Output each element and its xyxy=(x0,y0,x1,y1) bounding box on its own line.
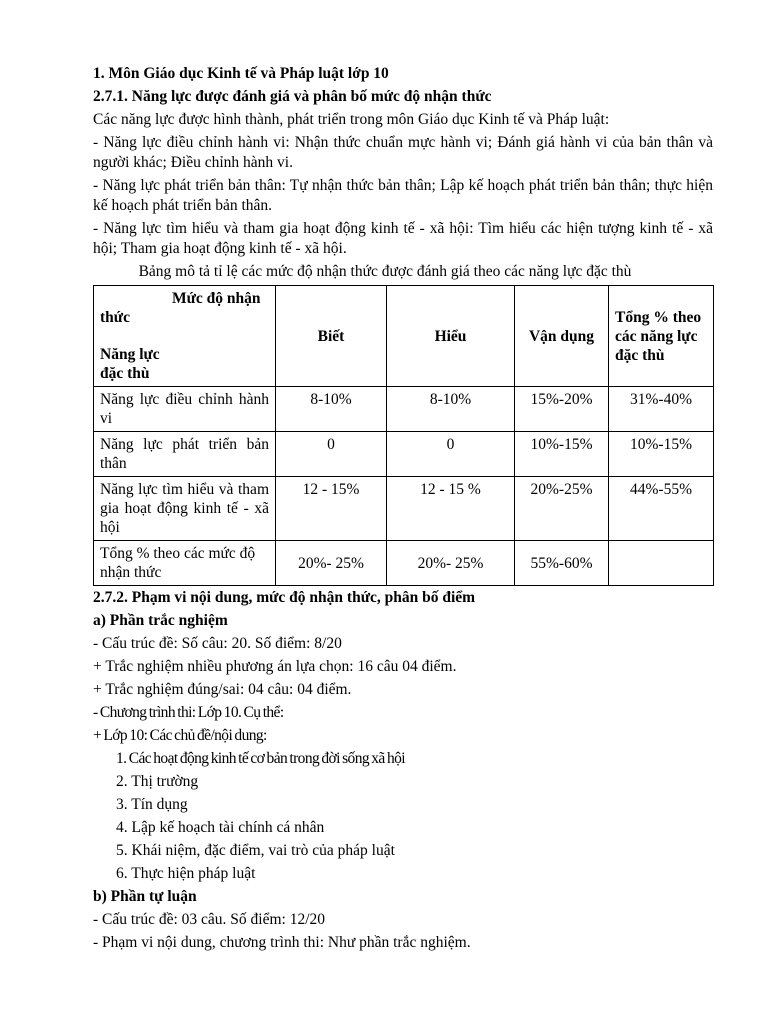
cell-biet: 12 - 15% xyxy=(276,477,387,541)
subsection-1-title: 2.7.1. Năng lực được đánh giá và phân bố mức độ nhận thức xyxy=(93,88,492,105)
topic-item: 2. Thị trường xyxy=(116,773,199,790)
competency-table xyxy=(93,285,714,586)
table-header-biet: Biết xyxy=(276,286,387,387)
part-a-line: - Cấu trúc đề: Số câu: 20. Số điểm: 8/20 xyxy=(93,635,342,652)
part-a-line: + Trắc nghiệm nhiều phương án lựa chọn: 16 câu 04 điểm. xyxy=(93,658,457,675)
document-page xyxy=(93,64,713,956)
table-row xyxy=(94,477,714,541)
row-label: Tổng % theo các mức độ nhận thức xyxy=(94,541,276,586)
table-header-van-dung: Vận dụng xyxy=(515,286,609,387)
table-header-corner xyxy=(94,286,276,387)
part-a-line: - Chương trình thi: Lớp 10. Cụ thể: xyxy=(93,704,284,721)
table-row xyxy=(94,541,714,586)
topic-item: 6. Thực hiện pháp luật xyxy=(116,865,256,882)
part-a-title: a) Phần trắc nghiệm xyxy=(93,612,228,629)
intro-text: Các năng lực được hình thành, phát triển trong môn Giáo dục Kinh tế và Pháp luật: xyxy=(93,111,610,128)
row-label: Năng lực tìm hiểu và tham gia hoạt động kinh tế - xã hội xyxy=(94,477,276,541)
part-b-line: - Phạm vi nội dung, chương trình thi: Như phần trắc nghiệm. xyxy=(93,934,471,951)
cell-tong xyxy=(609,541,714,586)
table-caption: Bảng mô tả tỉ lệ các mức độ nhận thức được đánh giá theo các năng lực đặc thù xyxy=(138,263,632,280)
cell-van-dung: 55%-60% xyxy=(515,541,609,586)
cell-van-dung: 15%-20% xyxy=(515,387,609,432)
cell-biet: 0 xyxy=(276,432,387,477)
cell-hieu: 20%- 25% xyxy=(387,541,515,586)
part-a-line: + Trắc nghiệm đúng/sai: 04 câu: 04 điểm. xyxy=(93,681,352,698)
header-corner-top: Mức độ nhận xyxy=(172,290,261,307)
topic-item: 4. Lập kế hoạch tài chính cá nhân xyxy=(116,819,325,836)
part-b-line: - Cấu trúc đề: 03 câu. Số điểm: 12/20 xyxy=(93,911,326,928)
cell-van-dung: 20%-25% xyxy=(515,477,609,541)
competency-description: - Năng lực điều chỉnh hành vi: Nhận thức chuẩn mực hành vi; Đánh giá hành vi của bản thân và người khác; Điều chỉnh hành vi. xyxy=(93,134,713,171)
cell-van-dung: 10%-15% xyxy=(515,432,609,477)
part-b-title: b) Phần tự luận xyxy=(93,888,197,905)
subsection-2-title: 2.7.2. Phạm vi nội dung, mức độ nhận thức, phân bố điểm xyxy=(93,589,476,606)
header-corner-bottom: Năng lực xyxy=(100,346,160,363)
table-header-hieu: Hiểu xyxy=(387,286,515,387)
row-label: Năng lực phát triển bản thân xyxy=(94,432,276,477)
cell-hieu: 0 xyxy=(387,432,515,477)
table-header-row xyxy=(94,286,714,387)
cell-hieu: 12 - 15 % xyxy=(387,477,515,541)
table-header-tong: Tổng % theo các năng lực đặc thù xyxy=(609,286,714,387)
cell-tong: 31%-40% xyxy=(609,387,714,432)
topic-item: 3. Tín dụng xyxy=(116,796,188,813)
section-title: 1. Môn Giáo dục Kinh tế và Pháp luật lớp 10 xyxy=(93,65,389,82)
cell-biet: 20%- 25% xyxy=(276,541,387,586)
competency-description: - Năng lực tìm hiểu và tham gia hoạt động kinh tế - xã hội: Tìm hiểu các hiện tượng kinh tế - xã hội; Tham gia hoạt động kinh tế - xã hội. xyxy=(93,220,713,257)
cell-tong: 44%-55% xyxy=(609,477,714,541)
header-corner-top-cont: thức xyxy=(100,309,130,326)
table-row xyxy=(94,387,714,432)
table-row xyxy=(94,432,714,477)
header-corner-bottom-cont: đặc thù xyxy=(100,365,150,382)
competency-description: - Năng lực phát triển bản thân: Tự nhận thức bản thân; Lập kế hoạch phát triển bản thân; thực hiện kế hoạch phát triển bản thân. xyxy=(93,177,713,214)
row-label: Năng lực điều chỉnh hành vi xyxy=(94,387,276,432)
topic-item: 5. Khái niệm, đặc điểm, vai trò của pháp luật xyxy=(116,842,395,859)
cell-tong: 10%-15% xyxy=(609,432,714,477)
cell-hieu: 8-10% xyxy=(387,387,515,432)
topic-item: 1. Các hoạt động kinh tế cơ bản trong đời sống xã hội xyxy=(116,750,405,767)
part-a-line: + Lớp 10: Các chủ đề/nội dung: xyxy=(93,727,267,744)
cell-biet: 8-10% xyxy=(276,387,387,432)
